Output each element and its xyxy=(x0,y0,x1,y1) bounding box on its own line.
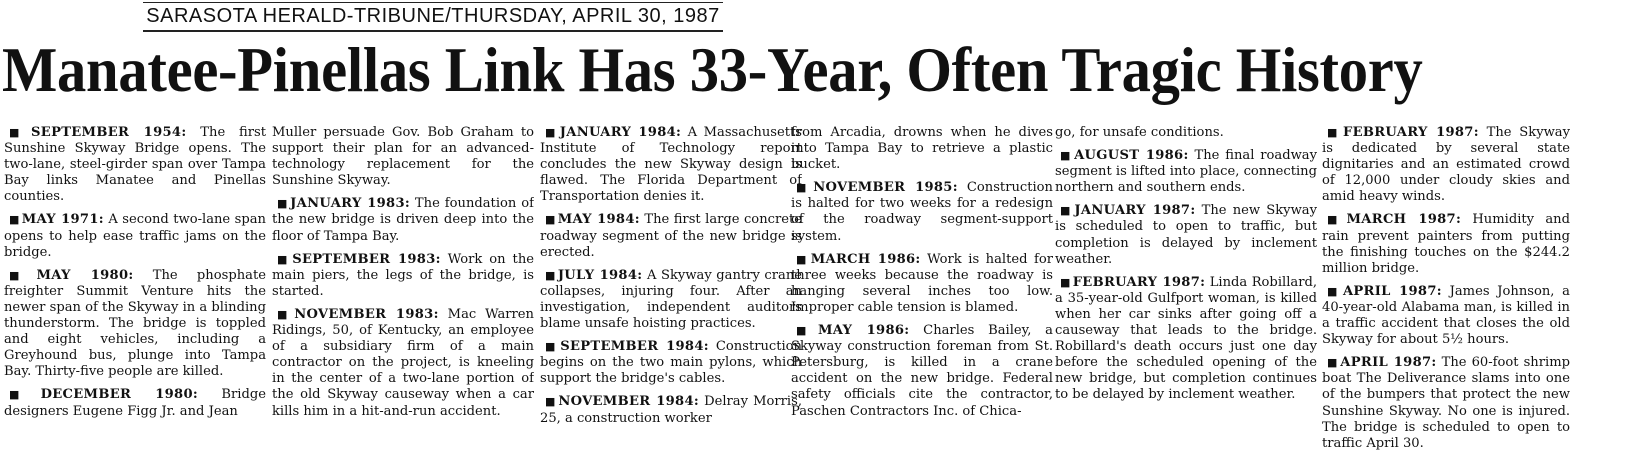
entry-date: MARCH 1986: xyxy=(810,251,921,267)
square-bullet-icon: ■ xyxy=(1060,149,1073,163)
entry-date: MAY 1986: xyxy=(817,323,910,339)
square-bullet-icon: ■ xyxy=(9,268,35,282)
timeline-entry xyxy=(272,307,534,420)
entry-date: JANUARY 1983: xyxy=(290,196,410,212)
entry-text: Delray Morris, 25, a construction worker xyxy=(540,394,802,426)
entry-date: FEBRUARY 1987: xyxy=(1343,125,1479,140)
timeline-entry xyxy=(1322,125,1570,205)
square-bullet-icon: ■ xyxy=(545,126,558,139)
entry-text: Bridge designers Eugene Figg Jr. and Jean xyxy=(4,387,266,419)
square-bullet-icon: ■ xyxy=(545,268,556,282)
entry-date: DECEMBER 1980: xyxy=(40,387,199,403)
timeline-entry xyxy=(1055,125,1317,141)
entry-date: AUGUST 1986: xyxy=(1074,148,1189,164)
square-bullet-icon: ■ xyxy=(9,126,30,139)
square-bullet-icon: ■ xyxy=(1327,356,1339,370)
timeline-entry xyxy=(791,323,1053,420)
timeline-entry xyxy=(272,196,534,244)
timeline-entry xyxy=(272,252,534,300)
entry-date: SEPTEMBER 1983: xyxy=(292,251,441,267)
timeline-entry xyxy=(540,339,802,387)
timeline-entry xyxy=(791,180,1053,244)
entry-text: A Massachusetts Institute of Technology report concludes the new Skyway design is flawed. The Florida Department of Transportation denies it. xyxy=(540,125,802,205)
timeline-entry xyxy=(540,212,802,260)
timeline-entry xyxy=(1055,203,1317,267)
square-bullet-icon: ■ xyxy=(796,252,809,266)
entry-text: Construction begins on the two main pylons, which support the bridge's cables. xyxy=(540,339,802,387)
square-bullet-icon: ■ xyxy=(277,252,291,266)
entry-date: JANUARY 1984: xyxy=(559,125,682,140)
entry-text: from Arcadia, drowns when he dives into Tampa Bay to retrieve a plastic bucket. xyxy=(791,125,1053,173)
entry-text: James Johnson, a 40-year-old Alabama man, is killed in a traffic accident that closes the old Skyway for about 5½ hours. xyxy=(1322,283,1570,348)
entry-date: SEPTEMBER 1984: xyxy=(560,339,709,355)
column-4 xyxy=(791,125,1053,459)
column-5 xyxy=(1055,125,1317,459)
column-6 xyxy=(1322,125,1570,459)
timeline-entry xyxy=(791,125,1053,173)
square-bullet-icon: ■ xyxy=(545,340,559,354)
square-bullet-icon: ■ xyxy=(277,307,293,321)
entry-text: go, for unsafe conditions. xyxy=(1055,125,1224,140)
timeline-entry xyxy=(272,125,534,189)
masthead: SARASOTA HERALD-TRIBUNE/THURSDAY, APRIL 30, 1987 xyxy=(143,2,723,32)
timeline-entry xyxy=(1055,275,1317,404)
entry-text: The new Skyway is scheduled to open to traffic, but completion is delayed by inclement weather. xyxy=(1055,203,1317,267)
column-2 xyxy=(272,125,534,459)
entry-text: The 60-foot shrimp boat The Deliverance slams into one of the bumpers that protect the new Sunshine Skyway. No one is injured. The bridge is scheduled to open to traffic April 30. xyxy=(1322,355,1570,451)
timeline-entry xyxy=(4,387,266,419)
square-bullet-icon: ■ xyxy=(1060,204,1073,218)
entry-date: SEPTEMBER 1954: xyxy=(31,125,187,140)
timeline-entry xyxy=(791,252,1053,316)
entry-text: Construction is halted for two weeks for a redesign of the roadway segment-support system. xyxy=(791,180,1053,244)
headline: Manatee-Pinellas Link Has 33-Year, Often Tragic History xyxy=(2,35,1423,105)
timeline-entry xyxy=(4,268,266,381)
square-bullet-icon: ■ xyxy=(796,181,812,195)
timeline-entry xyxy=(1055,148,1317,196)
square-bullet-icon: ■ xyxy=(1327,126,1341,139)
timeline-entry xyxy=(540,125,802,205)
timeline-entry xyxy=(4,212,266,260)
entry-date: MAY 1980: xyxy=(36,267,134,283)
entry-text: Linda Robillard, a 35-year-old Gulfport woman, is killed when her car sinks after going off a causeway that leads to the bridge. Robillard's death occurs just one day before the scheduled opening of the new bridge, but completion continues to be delayed by inclement weather. xyxy=(1055,274,1317,403)
entry-text: The Skyway is dedicated by several state dignitaries and an estimated crowd of 12,000 under cloudy skies and amid heavy winds. xyxy=(1322,125,1570,205)
entry-date: MAY 1971: xyxy=(21,212,104,228)
entry-text: Work on the main piers, the legs of the bridge, is started. xyxy=(272,251,534,299)
column-3 xyxy=(540,125,802,459)
entry-date: APRIL 1987: xyxy=(1342,283,1442,299)
article-columns xyxy=(0,125,1639,459)
entry-text: Charles Bailey, a Skyway construction foreman from St. Petersburg, is killed in a crane accident on the new bridge. Federal safety officials cite the contractor, Paschen Contractors Inc. of Chica- xyxy=(791,323,1053,419)
entry-text: Mac Warren Ridings, 50, of Kentucky, an employee of a subsidiary firm of a main contractor on the project, is kneeling in the center of a two-lane portion of the old Skyway causeway when a car kills him in a hit-and-run accident. xyxy=(272,306,534,419)
entry-date: MARCH 1987: xyxy=(1346,212,1462,228)
square-bullet-icon: ■ xyxy=(1327,213,1345,227)
timeline-entry xyxy=(540,394,802,426)
entry-text: The final roadway segment is lifted into place, connecting northern and southern ends. xyxy=(1055,148,1317,196)
timeline-entry xyxy=(1322,284,1570,348)
entry-text: Work is halted for three weeks because the roadway is hanging several inches too low. Improper cable tension is blamed. xyxy=(791,251,1053,315)
square-bullet-icon: ■ xyxy=(545,395,557,409)
timeline-entry xyxy=(540,268,802,332)
square-bullet-icon: ■ xyxy=(1060,275,1071,289)
square-bullet-icon: ■ xyxy=(277,197,289,211)
timeline-entry xyxy=(4,125,266,205)
entry-date: JANUARY 1987: xyxy=(1074,203,1196,219)
entry-text: Muller persuade Gov. Bob Graham to support their plan for an advanced-technology replacement for the Sunshine Skyway. xyxy=(272,125,534,189)
timeline-entry xyxy=(1322,355,1570,452)
entry-text: The first Sunshine Skyway Bridge opens. The two-lane, steel-girder span over Tampa Bay links Manatee and Pinellas counties. xyxy=(4,125,266,205)
entry-text: The first large concrete roadway segment of the new bridge is erected. xyxy=(540,212,802,260)
entry-text: Humidity and rain prevent painters from putting the finishing touches on the $244.2 million bridge. xyxy=(1322,212,1570,276)
square-bullet-icon: ■ xyxy=(9,213,20,227)
entry-date: JULY 1984: xyxy=(557,267,643,283)
timeline-entry xyxy=(1322,212,1570,276)
square-bullet-icon: ■ xyxy=(545,213,556,227)
entry-text: The foundation of the new bridge is driven deep into the floor of Tampa Bay. xyxy=(272,196,534,244)
entry-date: NOVEMBER 1983: xyxy=(294,306,439,322)
entry-date: NOVEMBER 1985: xyxy=(813,180,958,196)
square-bullet-icon: ■ xyxy=(1327,284,1341,298)
entry-date: NOVEMBER 1984: xyxy=(558,394,700,410)
square-bullet-icon: ■ xyxy=(9,388,39,402)
entry-date: FEBRUARY 1987: xyxy=(1072,274,1206,290)
entry-date: MAY 1984: xyxy=(557,212,640,228)
column-1 xyxy=(4,125,266,459)
entry-text: A Skyway gantry crane collapses, injuring four. After an investigation, independent auditors blame unsafe hoisting practices. xyxy=(540,267,802,332)
entry-text: A second two-lane span opens to help ease traffic jams on the bridge. xyxy=(4,212,266,260)
entry-date: APRIL 1987: xyxy=(1340,355,1437,371)
square-bullet-icon: ■ xyxy=(796,324,816,338)
entry-text: The phosphate freighter Summit Venture hits the newer span of the Skyway in a blinding thunderstorm. The bridge is toppled and eight vehicles, including a Greyhound bus, plunge into Tampa Bay. Thirty-five people are killed. xyxy=(4,267,266,380)
